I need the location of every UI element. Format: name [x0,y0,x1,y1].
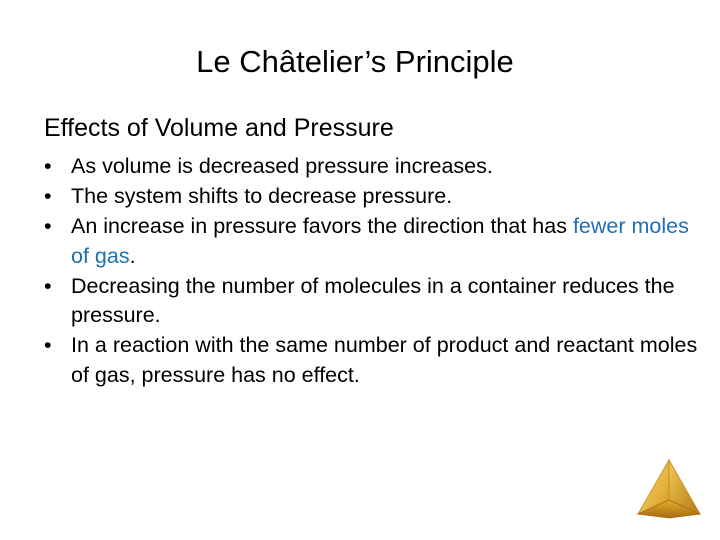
bullet-dot-icon: • [44,333,52,357]
bullet-text: The system shifts to decrease pressure. [71,184,453,208]
bullet-text-after: . [129,243,136,268]
next-slide-pyramid-icon[interactable] [634,458,704,520]
bullet-dot-icon: • [44,273,52,298]
bullet-item [44,212,704,271]
bullet-item [44,152,704,182]
bullet-dot-icon: • [44,184,52,208]
bullet-text: Decreasing the number of molecules in a container reduces the pressure. [71,273,675,327]
bullet-item [44,331,704,390]
bullet-dot-icon: • [44,154,52,178]
bullet-text-before: An increase in pressure favors the direction that has [71,214,573,238]
bullet-list [44,152,704,391]
highlighted-phrase: fewer moles of gas [71,214,689,268]
bullet-text: As volume is decreased pressure increases. [71,154,493,178]
slide-subtitle: Effects of Volume and Pressure [44,114,394,142]
slide-title: Le Châtelier’s Principle [196,44,514,79]
bullet-item [44,272,704,331]
bullet-item [44,182,704,212]
bullet-text: In a reaction with the same number of product and reactant moles of gas, pressure has no effect. [71,333,698,387]
bullet-dot-icon: • [44,214,52,238]
